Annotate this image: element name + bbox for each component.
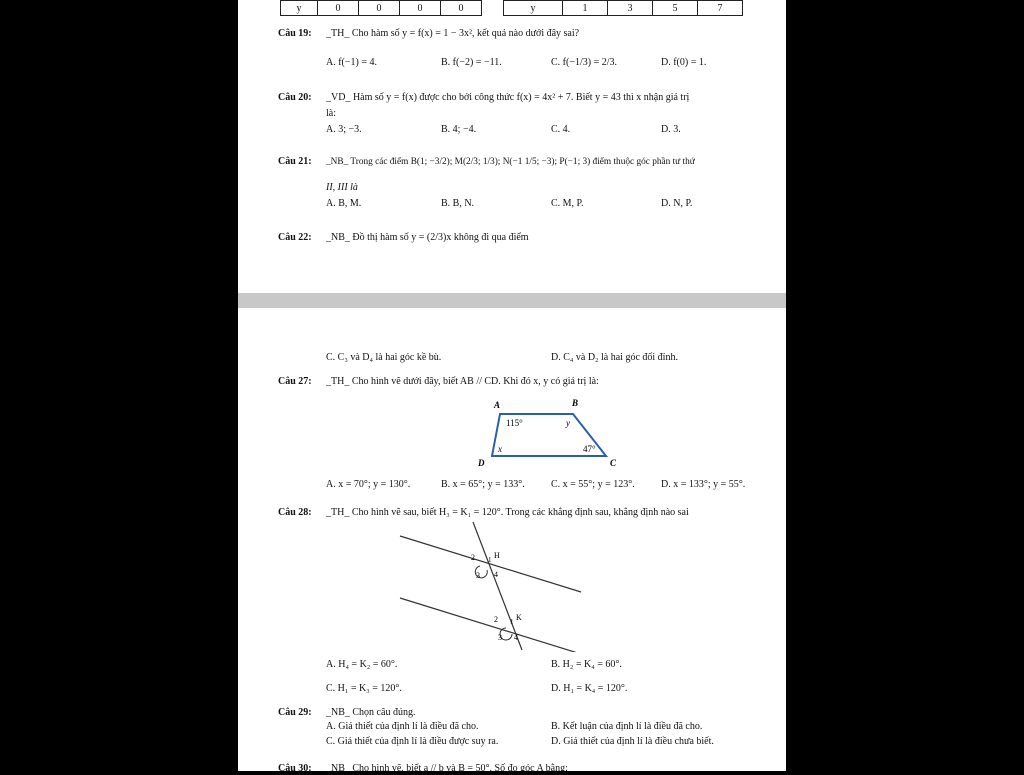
option-a: A. f(−1) = 4.	[326, 57, 377, 68]
question-number: Câu 29:	[278, 707, 312, 718]
table-cell: 1	[563, 1, 608, 16]
table-cell: 0	[359, 1, 400, 16]
question-number: Câu 27:	[278, 376, 312, 387]
angle-c-label: 47°	[583, 444, 596, 454]
option-d: D. x = 133°; y = 55°.	[661, 479, 746, 490]
option-b: B. x = 65°; y = 133°.	[441, 479, 525, 490]
trapezoid-figure	[468, 396, 628, 476]
question-text: _NB_ Chọn câu đúng.	[326, 707, 416, 718]
angle-h2-label: 2	[471, 553, 475, 562]
angle-k4-label: 4	[514, 633, 518, 642]
table-cell: 0	[400, 1, 441, 16]
option-b: B. B, N.	[441, 198, 475, 209]
line-lower	[400, 598, 581, 652]
option-b: B. f(−2) = −11.	[441, 57, 502, 68]
option-d: D. 3.	[661, 124, 681, 135]
question-text: _VD_ Hàm số y = f(x) được cho bởi công thức f(x) = 4x² + 7. Biết y = 43 thì x nhận giá trị	[326, 92, 690, 103]
angle-b-label: y	[566, 418, 570, 428]
question-text: _NB_ Đồ thị hàm số y = (2/3)x không đi qua điểm	[326, 232, 529, 243]
option-d: D. f(0) = 1.	[661, 57, 707, 68]
option-d: D. Giả thiết của định lí là điều chưa biết.	[551, 736, 714, 747]
option-d: D. H₁ = K₄ = 120°.	[551, 683, 628, 694]
option-b: B. H₂ = K₄ = 60°.	[551, 659, 622, 670]
question-number: Câu 28:	[278, 507, 312, 518]
label-c: C	[610, 458, 617, 468]
option-a: A. 3; −3.	[326, 124, 362, 135]
question-text-cont: II, III là	[326, 182, 358, 193]
transversal	[473, 522, 522, 650]
option-b: B. Kết luận của định lí là điều đã cho.	[551, 721, 703, 732]
angle-h4-label: 4	[494, 570, 498, 579]
angle-h3-label: 3	[476, 571, 480, 580]
label-a: A	[494, 400, 501, 410]
question-text: _TH_ Cho hàm số y = f(x) = 1 − 3x², kết quả nào dưới đây sai?	[326, 28, 580, 39]
option-c: C. C₃ và D₄ là hai góc kề bù.	[326, 352, 442, 363]
question-number: Câu 21:	[278, 156, 312, 167]
question-number: Câu 20:	[278, 92, 312, 103]
question-text-cont: là:	[326, 108, 336, 119]
option-c: C. H₁ = K₃ = 120°.	[326, 683, 402, 694]
angle-k1-label: 1	[510, 618, 514, 626]
table-cell: 0	[441, 1, 482, 16]
angle-a-label: 115°	[506, 418, 523, 428]
option-c: C. Giả thiết của định lí là điều được suy ra.	[326, 736, 499, 747]
table-cell: 5	[653, 1, 698, 16]
question-text: _NB_ Trong các điểm B(1; −3/2); M(2/3; 1/3); N(−1 1/5; −3); P(−1; 3) điểm thuộc góc phần tư thứ	[326, 157, 695, 167]
angle-k3-label: 3	[498, 633, 502, 642]
line-upper	[400, 536, 581, 592]
question-number: Câu 22:	[278, 232, 312, 243]
question-number: Câu 30:	[278, 763, 312, 774]
angle-d-label: x	[498, 444, 502, 454]
option-a: A. H₄ = K₂ = 60°.	[326, 659, 398, 670]
value-table-left	[280, 0, 482, 16]
document-page-2	[238, 308, 786, 774]
value-table-right	[503, 0, 743, 16]
angle-h1-label: 1	[488, 556, 492, 564]
label-d: D	[478, 458, 485, 468]
point-k-label: K	[516, 613, 522, 622]
option-d: D. C₄ và D₂ là hai góc đối đỉnh.	[551, 352, 678, 363]
option-c: C. M, P.	[551, 198, 584, 209]
option-c: C. 4.	[551, 124, 571, 135]
table-cell: y	[281, 1, 318, 16]
table-cell: 0	[318, 1, 359, 16]
question-text: _TH_ Cho hình vẽ sau, biết H₃ = K₁ = 120°. Trong các khẳng định sau, khẳng định nào sai	[326, 507, 689, 518]
parallel-lines-figure	[388, 522, 598, 652]
point-h-label: H	[494, 551, 500, 560]
option-a: A. B, M.	[326, 198, 362, 209]
question-text: _TH_ Cho hình vẽ dưới đây, biết AB // CD. Khi đó x, y có giá trị là:	[326, 376, 599, 387]
option-c: C. x = 55°; y = 123°.	[551, 479, 635, 490]
option-b: B. 4; −4.	[441, 124, 477, 135]
table-cell: 7	[698, 1, 743, 16]
document-page-1	[238, 0, 786, 293]
option-a: A. x = 70°; y = 130°.	[326, 479, 411, 490]
label-b: B	[572, 398, 579, 408]
table-cell: y	[504, 1, 563, 16]
question-text: _NB_ Cho hình vẽ, biết a // b và B = 50°. Số đo góc A bằng:	[326, 763, 568, 774]
option-d: D. N, P.	[661, 198, 693, 209]
option-a: A. Giả thiết của định lí là điều đã cho.	[326, 721, 479, 732]
option-c: C. f(−1/3) = 2/3.	[551, 57, 617, 68]
angle-k2-label: 2	[494, 615, 498, 624]
table-cell: 3	[608, 1, 653, 16]
question-number: Câu 19:	[278, 28, 312, 39]
page-separator	[238, 293, 786, 308]
